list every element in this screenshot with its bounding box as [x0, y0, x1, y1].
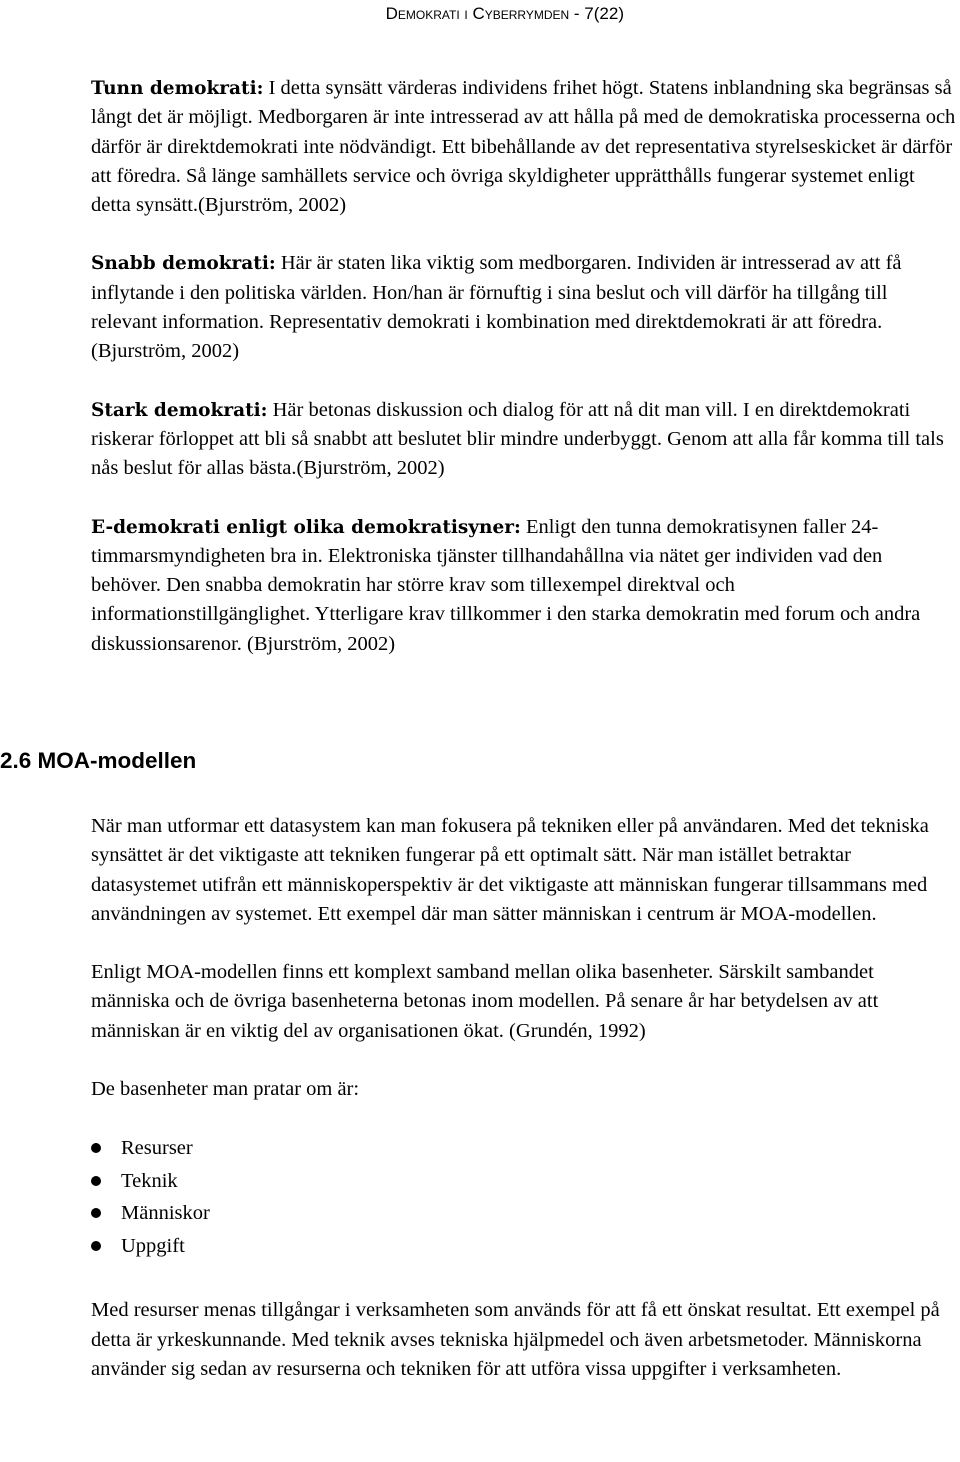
bullet-icon	[91, 1143, 101, 1153]
definition-term: E-demokrati enligt olika demokratisyner:	[91, 516, 521, 538]
definition-text: Här betonas diskussion och dialog för att nå dit man vill. I en direktdemokrati riskerar förloppet att bli så snabbt att beslutet blir mindre underbyggt. Genom att alla får komma till tals nås beslut för allas bästa.(Bjurström, 2002)	[91, 398, 944, 480]
bullet-icon	[91, 1208, 101, 1218]
page-header: Demokrati i Cyberrymden - 7(22)	[385, 4, 624, 23]
closing-paragraph: Med resurser menas tillgångar i verksamheten som används för att få ett önskat resultat. Ett exempel på detta är yrkeskunnande. Med teknik avses tekniska hjälpmedel och även arbetsmetoder. Människorna använder sig sedan av resurserna och tekniken för att utföra vissa uppgifter i verksamheten.	[91, 1299, 940, 1380]
definition-e-demokrati	[91, 513, 957, 659]
definition-snabb	[91, 249, 957, 366]
bullet-icon	[91, 1241, 101, 1251]
list-item: Uppgift	[91, 1230, 957, 1263]
definition-text: I detta synsätt värderas individens frihet högt. Statens inblandning ska begränsas så långt det är möjligt. Medborgaren är inte intresserad av att hålla på med de demokratiska processerna och därför är direktdemokrati inte nödvändigt. Ett bibehållande av det representativa styrelseskicket är därför att föredra. Så länge samhällets service och övriga skyldigheter upprätthålls fungerar systemet enligt detta synsätt.(Bjurström, 2002)	[91, 77, 956, 217]
section-heading: 2.6 MOA-modellen	[0, 748, 197, 773]
basenheter-list	[91, 1132, 957, 1262]
paragraph: Enligt MOA-modellen finns ett komplext samband mellan olika basenheter. Särskilt sambandet människa och de övriga basenheterna betonas inom modellen. På senare år har betydelsen av att människan är en viktig del av organisationen ökat. (Grundén, 1992)	[91, 961, 879, 1042]
list-item: Teknik	[91, 1165, 957, 1198]
definition-tunn	[91, 74, 957, 220]
definition-term: Tunn demokrati:	[91, 78, 264, 99]
section-body	[91, 812, 957, 1384]
document-body	[91, 74, 957, 659]
paragraph: När man utformar ett datasystem kan man fokusera på tekniken eller på användaren. Med det tekniska synsättet är det viktigaste att tekniken fungerar på ett optimalt sätt. När man istället betraktar datasystemet utifrån ett människoperspektiv är det viktigaste att människan fungerar tillsammans med användningen av systemet. Ett exempel där man sätter människan i centrum är MOA-modellen.	[91, 815, 929, 925]
list-item: Resurser	[91, 1132, 957, 1165]
definition-text: Enligt den tunna demokratisynen faller 24-timmarsmyndigheten bra in. Elektroniska tjänster tillhandahållna via nätet ger individen vad den behöver. Den snabba demokratin har större krav som tillexempel direktval och informationstillgänglighet. Ytterligare krav tillkommer i den starka demokratin med forum och andra diskussionsarenor. (Bjurström, 2002)	[91, 515, 921, 655]
definition-stark	[91, 396, 957, 484]
definition-term: Stark demokrati:	[91, 399, 268, 421]
definition-term: Snabb demokrati:	[91, 253, 276, 275]
definition-text: Här är staten lika viktig som medborgaren. Individen är intresserad av att få inflytande i den politiska världen. Hon/han är förnuftig i sina beslut och vill därför ha tillgång till relevant information. Representativ demokrati i kombination med direktdemokrati är att föredra. (Bjurström, 2002)	[91, 252, 902, 363]
paragraph: De basenheter man pratar om är:	[91, 1078, 360, 1101]
bullet-icon	[91, 1176, 101, 1186]
list-item: Människor	[91, 1197, 957, 1230]
